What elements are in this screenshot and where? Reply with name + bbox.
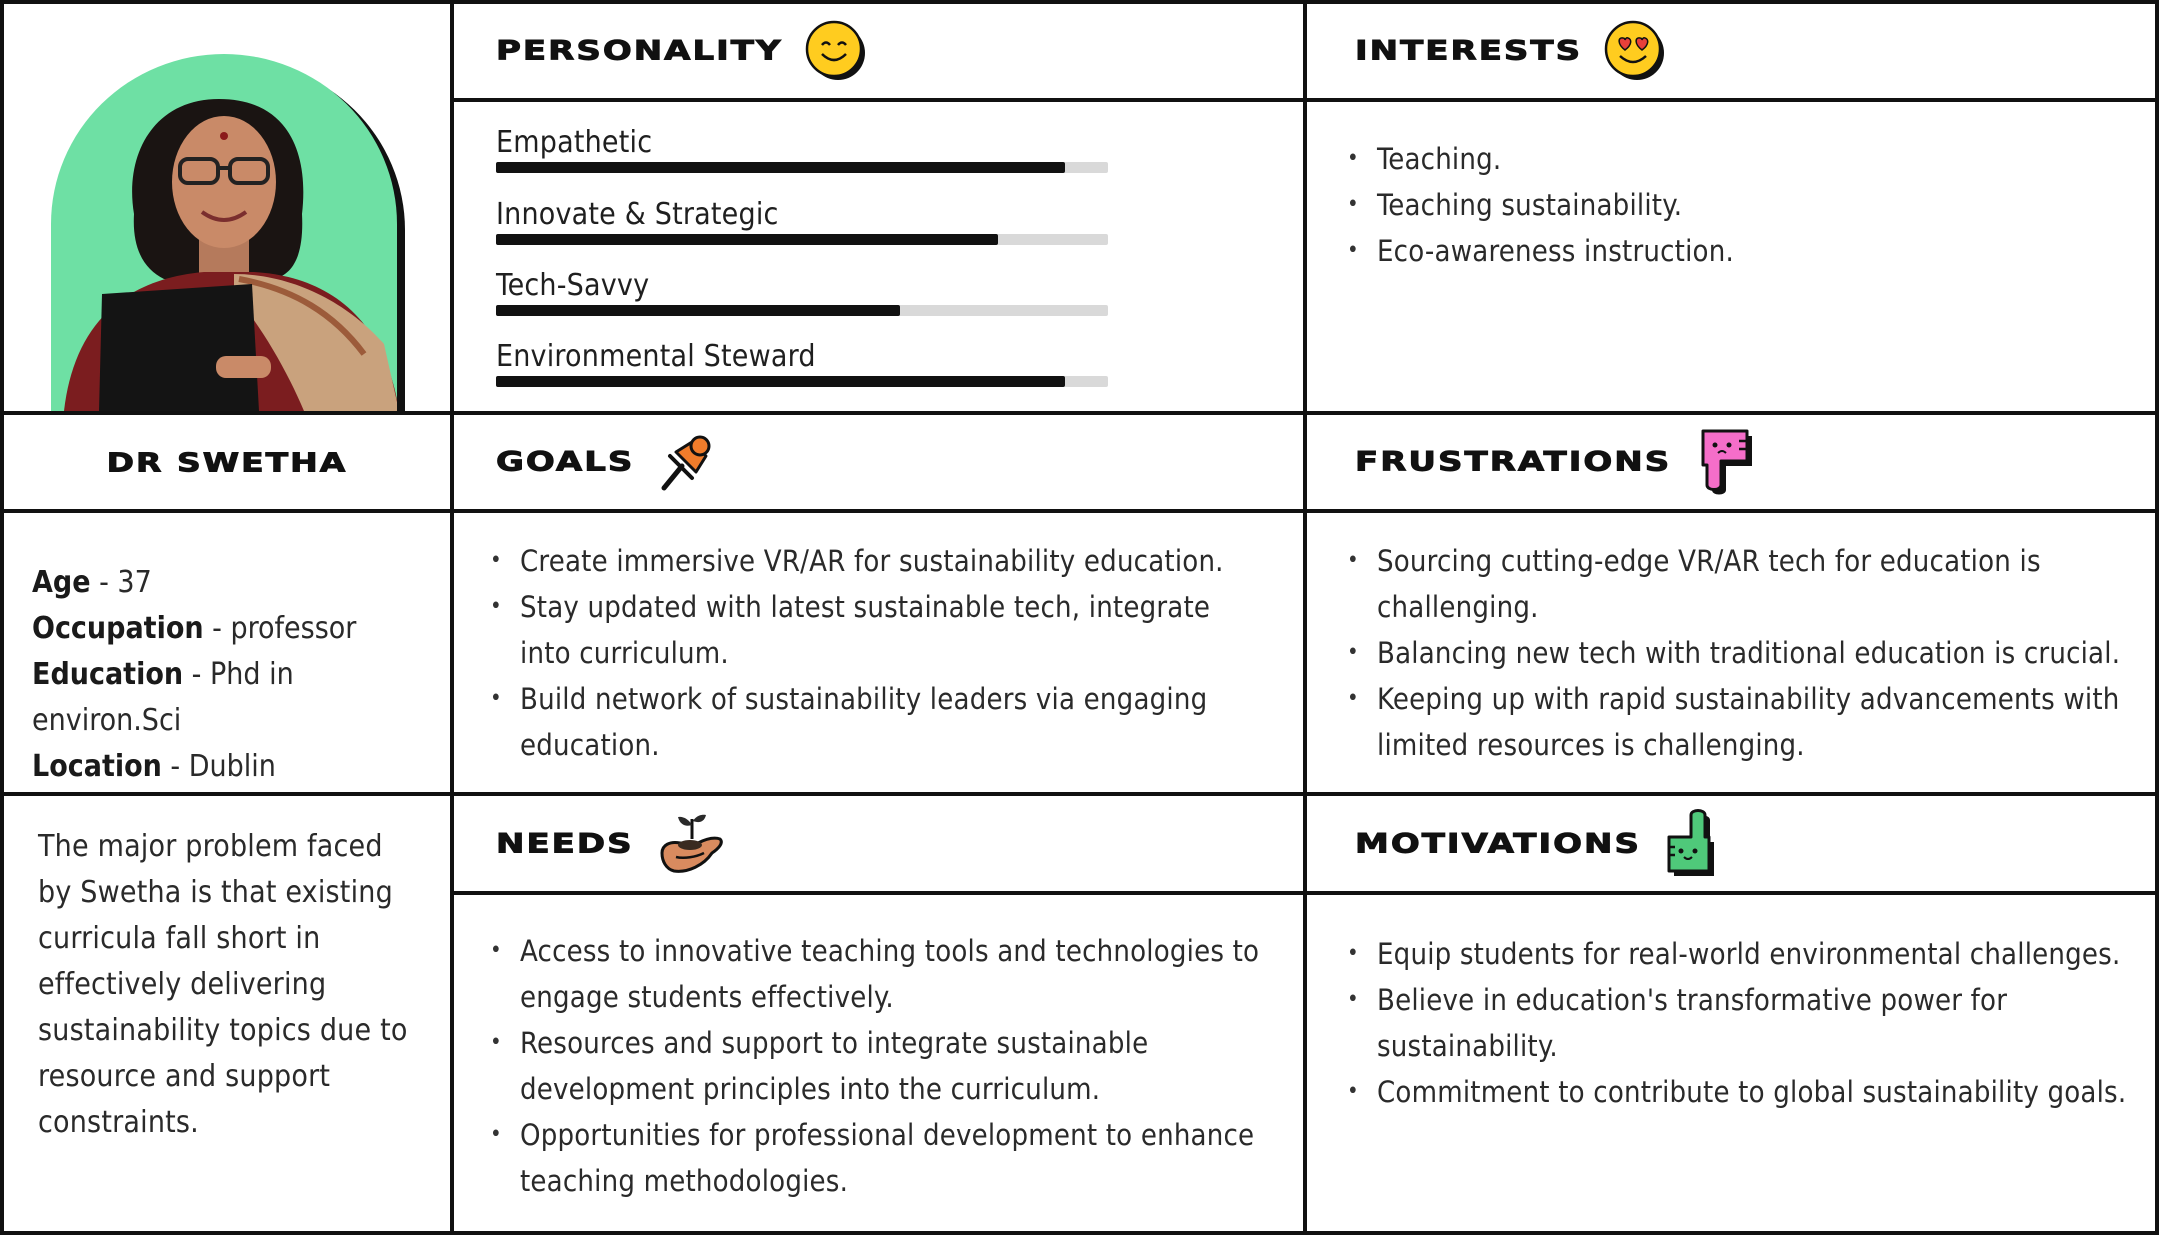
list-item: • Commitment to contribute to global sustainability goals.	[1347, 1069, 2141, 1115]
frustrations-list-cell	[1307, 538, 2155, 792]
avatar	[4, 4, 450, 411]
motivations-title: MOTIVATIONS	[1355, 827, 1641, 860]
thumbs-down-icon	[1693, 427, 1753, 497]
frustrations-header	[1307, 415, 2155, 509]
list-item: • Teaching.	[1347, 136, 2115, 182]
thumbs-up-icon	[1663, 809, 1723, 879]
goals-list-cell	[454, 538, 1303, 792]
motivations-header	[1307, 796, 2155, 891]
goals-header	[454, 415, 1303, 509]
avatar-cell	[4, 4, 450, 411]
list-item: • Eco-awareness instruction.	[1347, 228, 2115, 274]
persona-info	[32, 560, 450, 784]
list-item: • Opportunities for professional development to enhance teaching methodologies.	[490, 1112, 1263, 1204]
trait-tech-savvy: Tech-Savvy	[496, 269, 1116, 316]
info-education: Education - Phd in environ.Sci	[32, 657, 294, 738]
goals-title: GOALS	[496, 446, 635, 478]
needs-list-cell	[454, 928, 1303, 1231]
interests-header	[1307, 4, 2155, 98]
list-item: • Resources and support to integrate sustainable development principles into the curriculum.	[490, 1020, 1263, 1112]
hand-sprout-icon	[656, 809, 728, 879]
frustrations-list	[1307, 538, 2155, 768]
list-item: • Believe in education's transformative power for sustainability.	[1347, 977, 2141, 1069]
list-item: • Equip students for real-world environmental challenges.	[1347, 931, 2141, 977]
goals-list	[454, 538, 1303, 768]
grid-line	[0, 509, 2159, 513]
trait-innovate-strategic: Innovate & Strategic	[496, 198, 1116, 245]
info-occupation: Occupation - professor	[32, 611, 357, 646]
trait-bar	[496, 234, 1108, 245]
list-item: • Create immersive VR/AR for sustainability education.	[490, 538, 1263, 584]
info-age: Age - 37	[32, 565, 152, 600]
needs-header	[454, 796, 1303, 891]
list-item: • Stay updated with latest sustainable tech, integrate into curriculum.	[490, 584, 1263, 676]
grid-line	[0, 1231, 2159, 1235]
heart-eyes-icon	[1604, 20, 1666, 82]
frustrations-title: FRUSTRATIONS	[1355, 446, 1672, 478]
trait-bar	[496, 305, 1108, 316]
personality-traits	[496, 102, 1303, 411]
list-item: • Teaching sustainability.	[1347, 182, 2115, 228]
grid-line	[2155, 0, 2159, 1235]
trait-bar	[496, 162, 1108, 173]
persona-name: DR SWETHA	[106, 446, 348, 478]
list-item: • Keeping up with rapid sustainability advancements with limited resources is challenging.	[1347, 676, 2135, 768]
smiley-icon	[805, 20, 867, 82]
trait-bar	[496, 376, 1108, 387]
needs-list	[454, 928, 1303, 1204]
persona-name-cell	[4, 415, 450, 509]
trait-environmental-steward: Environmental Steward	[496, 340, 1116, 387]
personality-header	[454, 4, 1303, 98]
list-item: • Sourcing cutting-edge VR/AR tech for education is challenging.	[1347, 538, 2135, 630]
interests-list	[1307, 136, 2155, 274]
info-location: Location - Dublin	[32, 749, 276, 784]
problem-cell	[4, 796, 450, 1231]
motivations-list	[1307, 931, 2155, 1115]
interests-title: INTERESTS	[1355, 35, 1583, 67]
personality-title: PERSONALITY	[496, 35, 783, 67]
trait-empathetic: Empathetic	[496, 126, 1116, 173]
list-item: • Access to innovative teaching tools and technologies to engage students effectively.	[490, 928, 1263, 1020]
interests-list-cell	[1307, 136, 2155, 411]
motivations-list-cell	[1307, 931, 2155, 1231]
needs-title: NEEDS	[496, 827, 634, 860]
grid-line	[450, 891, 2159, 895]
list-item: • Build network of sustainability leaders via engaging education.	[490, 676, 1263, 768]
list-item: • Balancing new tech with traditional education is crucial.	[1347, 630, 2135, 676]
pushpin-icon	[656, 432, 716, 492]
problem-statement: The major problem faced by Swetha is that existing curricula fall short in effectively delivering sustainability topics due to resource and support constraints.	[38, 829, 408, 1140]
